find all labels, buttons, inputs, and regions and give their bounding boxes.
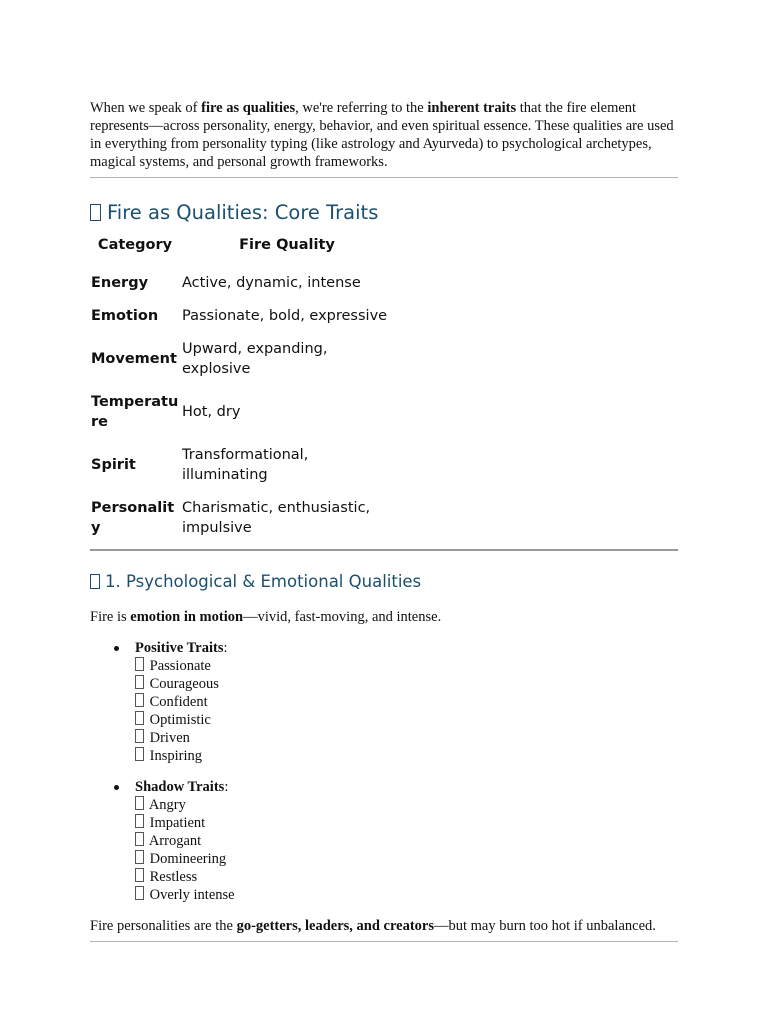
- psych-heading-text: 1. Psychological & Emotional Qualities: [105, 572, 422, 591]
- trait-item: [135, 729, 678, 747]
- section-divider: [90, 549, 678, 551]
- missing-glyph-icon: [135, 693, 144, 707]
- quality-cell: Active, dynamic, intense: [182, 275, 361, 291]
- trait-text: Overly intense: [149, 887, 235, 903]
- label-colon: :: [224, 779, 229, 795]
- closing-bold: go-getters, leaders, and creators: [236, 918, 434, 934]
- column-header-category: Category: [97, 237, 173, 253]
- category-cell: Temperature: [91, 394, 179, 430]
- trait-item: [135, 796, 678, 814]
- intro-paragraph: [90, 99, 678, 171]
- trait-item: [135, 657, 678, 675]
- trait-text: Driven: [149, 730, 190, 746]
- core-traits-heading-text: Fire as Qualities: Core Traits: [107, 201, 379, 224]
- missing-glyph-icon: [135, 747, 144, 761]
- quality-cell: Passionate, bold, expressive: [182, 308, 388, 324]
- category-cell: Personality: [91, 500, 175, 536]
- trait-item: [135, 747, 678, 765]
- trait-text: Restless: [149, 869, 198, 885]
- missing-glyph-icon: [135, 868, 144, 882]
- trait-item: [135, 850, 678, 868]
- psych-lead-paragraph: [90, 608, 678, 626]
- label-colon: :: [223, 640, 228, 656]
- core-traits-heading: [90, 201, 678, 225]
- lead-text: Fire is: [90, 609, 131, 625]
- section-divider: [90, 177, 678, 178]
- category-cell: Emotion: [91, 308, 159, 324]
- lead-bold: emotion in motion: [130, 609, 244, 625]
- missing-glyph-icon: [135, 729, 144, 743]
- intro-text: , we're referring to the: [295, 100, 428, 116]
- quality-cell: Charismatic, enthusiastic, impulsive: [182, 500, 371, 536]
- quality-cell: Hot, dry: [182, 404, 241, 420]
- category-cell: Movement: [91, 351, 177, 367]
- missing-glyph-icon: [135, 675, 144, 689]
- missing-glyph-icon: [135, 814, 144, 828]
- psych-closing-paragraph: [90, 917, 678, 935]
- column-header-fire-quality: Fire Quality: [239, 237, 335, 253]
- closing-text: —but may burn too hot if unbalanced.: [434, 918, 656, 934]
- missing-glyph-icon: [135, 711, 144, 725]
- intro-bold: fire as qualities: [201, 100, 296, 116]
- table-row: [90, 267, 394, 300]
- lead-text: —vivid, fast-moving, and intense.: [243, 609, 442, 625]
- trait-text: Confident: [149, 694, 208, 710]
- list-item: [135, 639, 678, 765]
- table-row: [90, 386, 394, 439]
- trait-text: Angry: [148, 797, 186, 813]
- trait-item: [135, 886, 678, 904]
- trait-item: [135, 814, 678, 832]
- quality-cell: Transformational, illuminating: [182, 447, 309, 483]
- shadow-traits-title: Shadow Traits: [135, 779, 225, 795]
- category-cell: Energy: [91, 275, 149, 291]
- intro-text: that the fire element represents—across personality, energy, behavior, and even spiritual essence. These qualities are used in everything from personality typing (like astrology and Ayurveda) to psychological archetypes, magical systems, and personal growth frameworks.: [90, 100, 674, 170]
- missing-glyph-icon: [90, 574, 100, 589]
- intro-bold: inherent traits: [427, 100, 517, 116]
- missing-glyph-icon: [135, 796, 144, 810]
- missing-glyph-icon: [90, 204, 101, 221]
- missing-glyph-icon: [135, 832, 144, 846]
- missing-glyph-icon: [135, 850, 144, 864]
- trait-text: Passionate: [149, 658, 211, 674]
- document-content: [90, 99, 678, 942]
- missing-glyph-icon: [135, 657, 144, 671]
- trait-text: Courageous: [149, 676, 219, 692]
- trait-text: Domineering: [149, 851, 227, 867]
- trait-text: Impatient: [149, 815, 206, 831]
- intro-text: When we speak of: [90, 100, 202, 116]
- section-divider: [90, 941, 678, 942]
- list-item: [135, 778, 678, 904]
- closing-text: Fire personalities are the: [90, 918, 237, 934]
- table-row: [90, 333, 394, 386]
- table-row: [90, 492, 394, 545]
- trait-item: [135, 868, 678, 886]
- missing-glyph-icon: [135, 886, 144, 900]
- trait-item: [135, 693, 678, 711]
- shadow-traits-label: [135, 778, 678, 796]
- positive-traits-title: Positive Traits: [135, 640, 224, 656]
- trait-text: Optimistic: [149, 712, 211, 728]
- trait-text: Arrogant: [148, 833, 202, 849]
- positive-traits-label: [135, 639, 678, 657]
- trait-text: Inspiring: [149, 748, 202, 764]
- core-traits-table: [90, 231, 394, 545]
- category-cell: Spirit: [91, 457, 136, 473]
- trait-item: [135, 711, 678, 729]
- trait-item: [135, 832, 678, 850]
- psych-heading: [90, 572, 678, 592]
- trait-item: [135, 675, 678, 693]
- table-row: [90, 300, 394, 333]
- traits-list: [90, 639, 678, 904]
- quality-cell: Upward, expanding, explosive: [182, 341, 328, 377]
- table-row: [90, 439, 394, 492]
- table-header-row: [90, 231, 394, 267]
